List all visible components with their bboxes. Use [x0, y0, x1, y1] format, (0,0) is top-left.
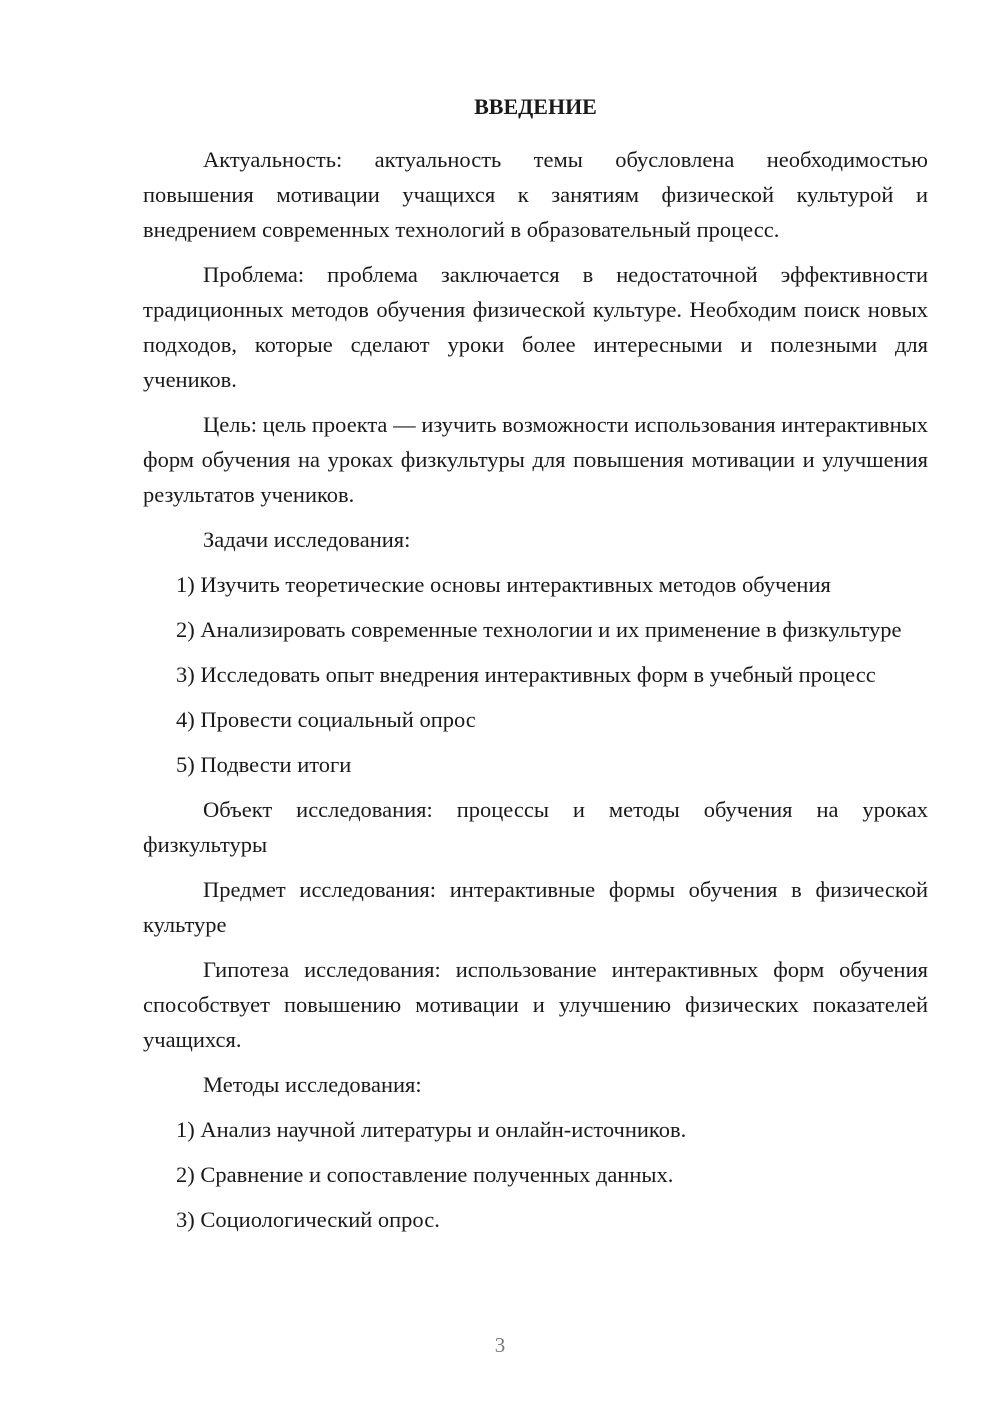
section-title: ВВЕДЕНИЕ	[474, 94, 597, 119]
tasks-heading: Задачи исследования:	[203, 527, 411, 552]
methods-heading: Методы исследования:	[203, 1072, 422, 1097]
document-page	[143, 92, 928, 1247]
problem-paragraph: Проблема: проблема заключается в недостаточной эффективности традиционных методов обучения физической культуре. Необходим поиск новых подходов, которые сделают уроки более интересными и полезными для учеников.	[143, 262, 928, 392]
task-item-5: 5) Подвести итоги	[176, 752, 352, 777]
task-item-4: 4) Провести социальный опрос	[176, 707, 476, 732]
page-number: 3	[494, 1333, 506, 1357]
goal-paragraph: Цель: цель проекта — изучить возможности использования интерактивных форм обучения на уроках физкультуры для повышения мотивации и улучшения результатов учеников.	[143, 412, 928, 507]
subject-paragraph: Предмет исследования: интерактивные формы обучения в физической культуре	[143, 877, 928, 937]
task-item-1: 1) Изучить теоретические основы интерактивных методов обучения	[176, 572, 831, 597]
task-item-2: 2) Анализировать современные технологии и их применение в физкультуре	[176, 617, 902, 642]
object-paragraph: Объект исследования: процессы и методы обучения на уроках физкультуры	[143, 797, 928, 857]
task-item-3: 3) Исследовать опыт внедрения интерактивных форм в учебный процесс	[176, 662, 876, 687]
relevance-paragraph: Актуальность: актуальность темы обусловлена необходимостью повышения мотивации учащихся к занятиям физической культурой и внедрением современных технологий в образовательный процесс.	[143, 147, 928, 242]
method-item-2: 2) Сравнение и сопоставление полученных данных.	[176, 1162, 674, 1187]
hypothesis-paragraph: Гипотеза исследования: использование интерактивных форм обучения способствует повышению мотивации и улучшению физических показателей учащихся.	[143, 957, 928, 1052]
method-item-1: 1) Анализ научной литературы и онлайн-источников.	[176, 1117, 687, 1142]
method-item-3: 3) Социологический опрос.	[176, 1207, 440, 1232]
